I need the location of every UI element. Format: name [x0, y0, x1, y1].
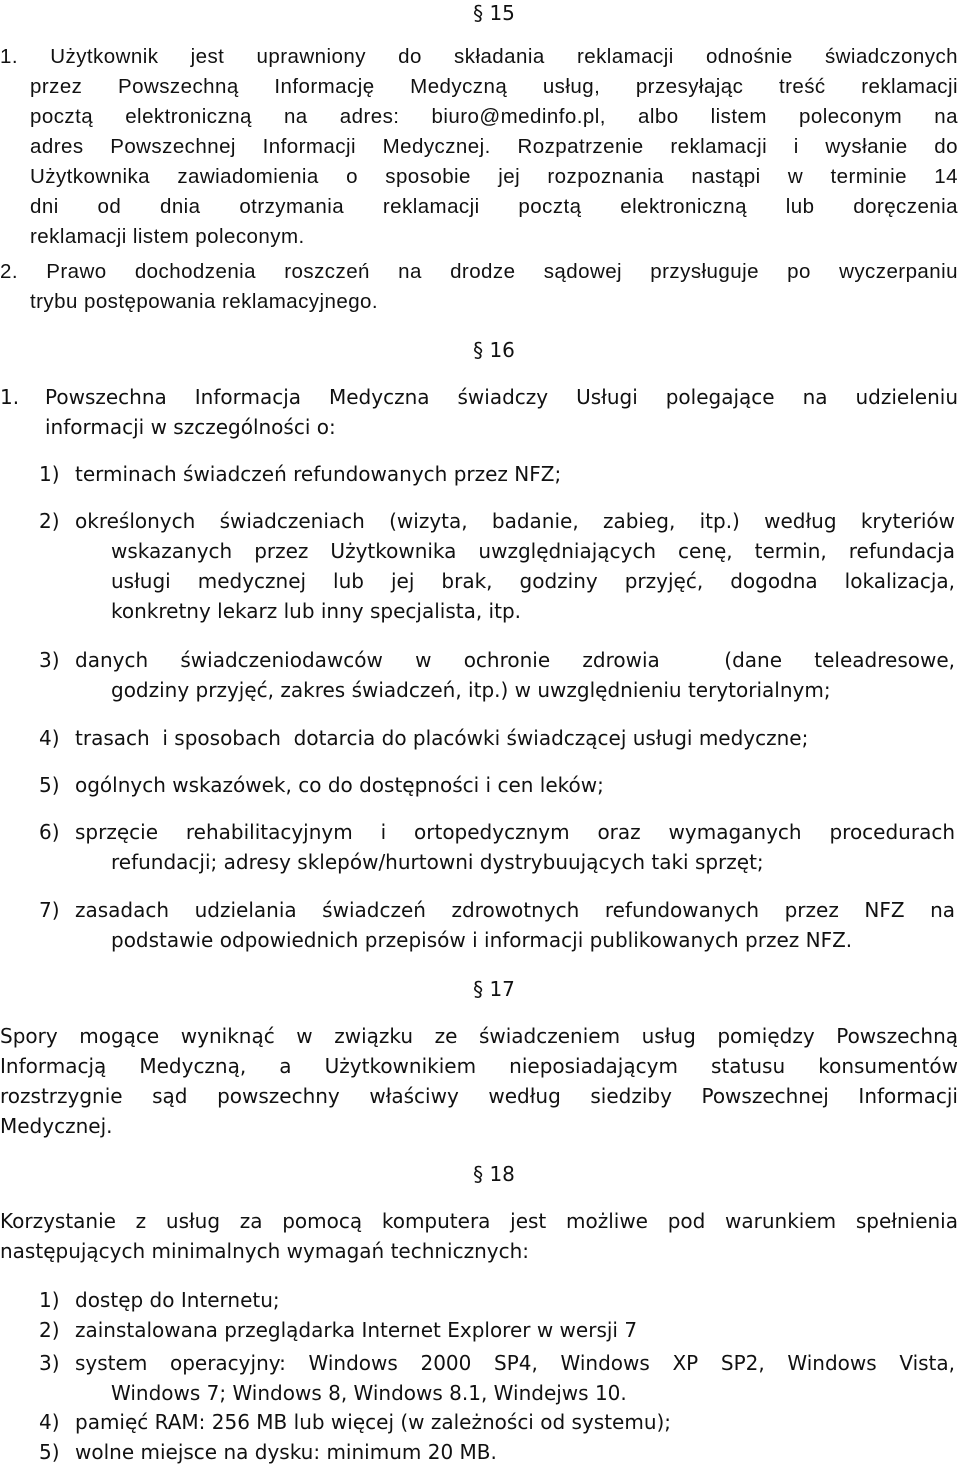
- paragraph-number: 1.: [0, 385, 20, 409]
- text-line: Informacją Medyczną, a Użytkownikiem nieposiadającym statusu konsumentów: [0, 1054, 958, 1078]
- text-line: dni od dnia otrzymania reklamacji pocztą elektroniczną lub doręczenia: [30, 195, 958, 218]
- text-line: Medycznej.: [0, 1114, 113, 1138]
- text-line: system operacyjny: Windows 2000 SP4, Windows XP SP2, Windows Vista,: [75, 1351, 955, 1375]
- section-16-item-4: 4) trasach i sposobach dotarcia do placówki świadczącej usługi medyczne;: [39, 726, 809, 750]
- text-line: godziny przyjęć, zakres świadczeń, itp.) w uwzględnieniu terytorialnym;: [111, 678, 831, 702]
- text-line: następujących minimalnych wymagań technicznych:: [0, 1239, 530, 1263]
- section-18-item-5: 5) wolne miejsce na dysku: minimum 20 MB.: [39, 1440, 497, 1464]
- section-17-heading: § 17: [473, 977, 515, 1001]
- text-line: przez Powszechną Informację Medyczną usług, przesyłając treść reklamacji: [30, 75, 958, 98]
- text-line: zainstalowana przeglądarka Internet Explorer w wersji 7: [75, 1318, 638, 1342]
- text-line: pocztą elektroniczną na adres: biuro@medinfo.pl, albo listem poleconym na: [30, 105, 958, 128]
- text-line: Użytkownik jest uprawniony do składania reklamacji odnośnie świadczonych: [50, 45, 958, 68]
- text-line: Rozpatrzenie reklamacji i wysłanie do: [517, 135, 958, 158]
- section-17-paragraph: [0, 1021, 958, 1141]
- section-16-paragraph-1: [0, 382, 958, 442]
- section-18-item-4: 4) pamięć RAM: 256 MB lub więcej (w zależności od systemu);: [39, 1410, 672, 1434]
- text-line: zasadach udzielania świadczeń zdrowotnych refundowanych przez NFZ na: [75, 898, 955, 922]
- section-15-paragraph-1: [0, 42, 958, 252]
- text-line: sprzęcie rehabilitacyjnym i ortopedycznym oraz wymaganych procedurach: [75, 820, 955, 844]
- paragraph-number: 1.: [0, 45, 18, 68]
- text-line: Prawo dochodzenia roszczeń na drodze sądowej przysługuje po wyczerpaniu: [46, 260, 958, 283]
- text-line: rozstrzygnie sąd powszechny właściwy według siedziby Powszechnej Informacji: [0, 1084, 958, 1108]
- text-line: trasach i sposobach dotarcia do placówki świadczącej usługi medyczne;: [75, 726, 809, 750]
- text-line: ogólnych wskazówek, co do dostępności i cen leków;: [75, 773, 604, 797]
- section-18-heading: § 18: [473, 1162, 515, 1186]
- section-16-item-5: 5) ogólnych wskazówek, co do dostępności i cen leków;: [39, 773, 604, 797]
- section-18-item-3: 3) system operacyjny: Windows 2000 SP4, Windows XP SP2, Windows Vista, Windows 7; Windows 8, Windows 8.1, Windejws 10.: [39, 1351, 955, 1405]
- text-line: Spory mogące wyniknąć w związku ze świadczeniem usług pomiędzy Powszechną: [0, 1024, 958, 1048]
- text-line: Korzystanie z usług za pomocą komputera jest możliwe pod warunkiem spełnienia: [0, 1209, 958, 1233]
- text-line: reklamacji listem poleconym.: [30, 225, 305, 248]
- section-15-paragraph-2: [0, 257, 958, 317]
- text-line: refundacji; adresy sklepów/hurtowni dystrybuujących taki sprzęt;: [111, 850, 764, 874]
- section-16-item-1: 1) terminach świadczeń refundowanych przez NFZ;: [39, 462, 562, 486]
- section-16-item-6: 6) sprzęcie rehabilitacyjnym i ortopedycznym oraz wymaganych procedurach refundacji; adresy sklepów/hurtowni dystrybuujących taki sprzęt;: [39, 820, 955, 874]
- text-line: Windows 7; Windows 8, Windows 8.1, Windejws 10.: [111, 1381, 627, 1405]
- section-18-item-1: 1) dostęp do Internetu;: [39, 1288, 280, 1312]
- text-line: terminach świadczeń refundowanych przez NFZ;: [75, 462, 562, 486]
- text-line: usługi medycznej lub jej brak, godziny przyjęć, dogodna lokalizacja,: [111, 569, 955, 593]
- text-line: wskazanych przez Użytkownika uwzględniających cenę, termin, refundacja: [111, 539, 955, 563]
- text-line: danych świadczeniodawców w ochronie zdrowia (dane teleadresowe,: [75, 648, 955, 672]
- section-18-intro: [0, 1206, 958, 1266]
- text-line: pamięć RAM: 256 MB lub więcej (w zależności od systemu);: [75, 1410, 672, 1434]
- text-line: informacji w szczególności o:: [45, 415, 336, 439]
- text-line: dostęp do Internetu;: [75, 1288, 280, 1312]
- text-line: Powszechna Informacja Medyczna świadczy Usługi polegające na udzieleniu: [45, 385, 958, 409]
- section-18-item-2: 2) zainstalowana przeglądarka Internet Explorer w wersji 7: [39, 1318, 638, 1342]
- section-16-item-7: 7) zasadach udzielania świadczeń zdrowotnych refundowanych przez NFZ na podstawie odpowiednich przepisów i informacji publikowanych przez NFZ.: [39, 898, 955, 952]
- text-line: trybu postępowania reklamacyjnego.: [30, 290, 379, 313]
- text-line: podstawie odpowiednich przepisów i informacji publikowanych przez NFZ.: [111, 928, 853, 952]
- section-16-heading: § 16: [473, 338, 515, 362]
- text-line: określonych świadczeniach (wizyta, badanie, zabieg, itp.) według kryteriów: [75, 509, 955, 533]
- text-line: wolne miejsce na dysku: minimum 20 MB.: [75, 1440, 497, 1464]
- text-line: adres Powszechnej Informacji Medycznej.: [30, 135, 491, 158]
- text-line: konkretny lekarz lub inny specjalista, itp.: [111, 599, 521, 623]
- section-15-heading: § 15: [473, 1, 515, 25]
- text-line: Użytkownika zawiadomienia o sposobie jej rozpoznania nastąpi w terminie 14: [30, 165, 958, 188]
- paragraph-number: 2.: [0, 260, 18, 283]
- section-16-item-3: 3) danych świadczeniodawców w ochronie zdrowia (dane teleadresowe, godziny przyjęć, zakres świadczeń, itp.) w uwzględnieniu terytorialnym;: [39, 648, 955, 702]
- section-16-item-2: 2) określonych świadczeniach (wizyta, badanie, zabieg, itp.) według kryteriów wskazanych przez Użytkownika uwzględniających cenę, termin, refundacja usługi medycznej lub jej brak, godziny przyjęć, dogodna lokalizacja, konkretny lekarz lub inny specjalista, itp.: [39, 509, 955, 623]
